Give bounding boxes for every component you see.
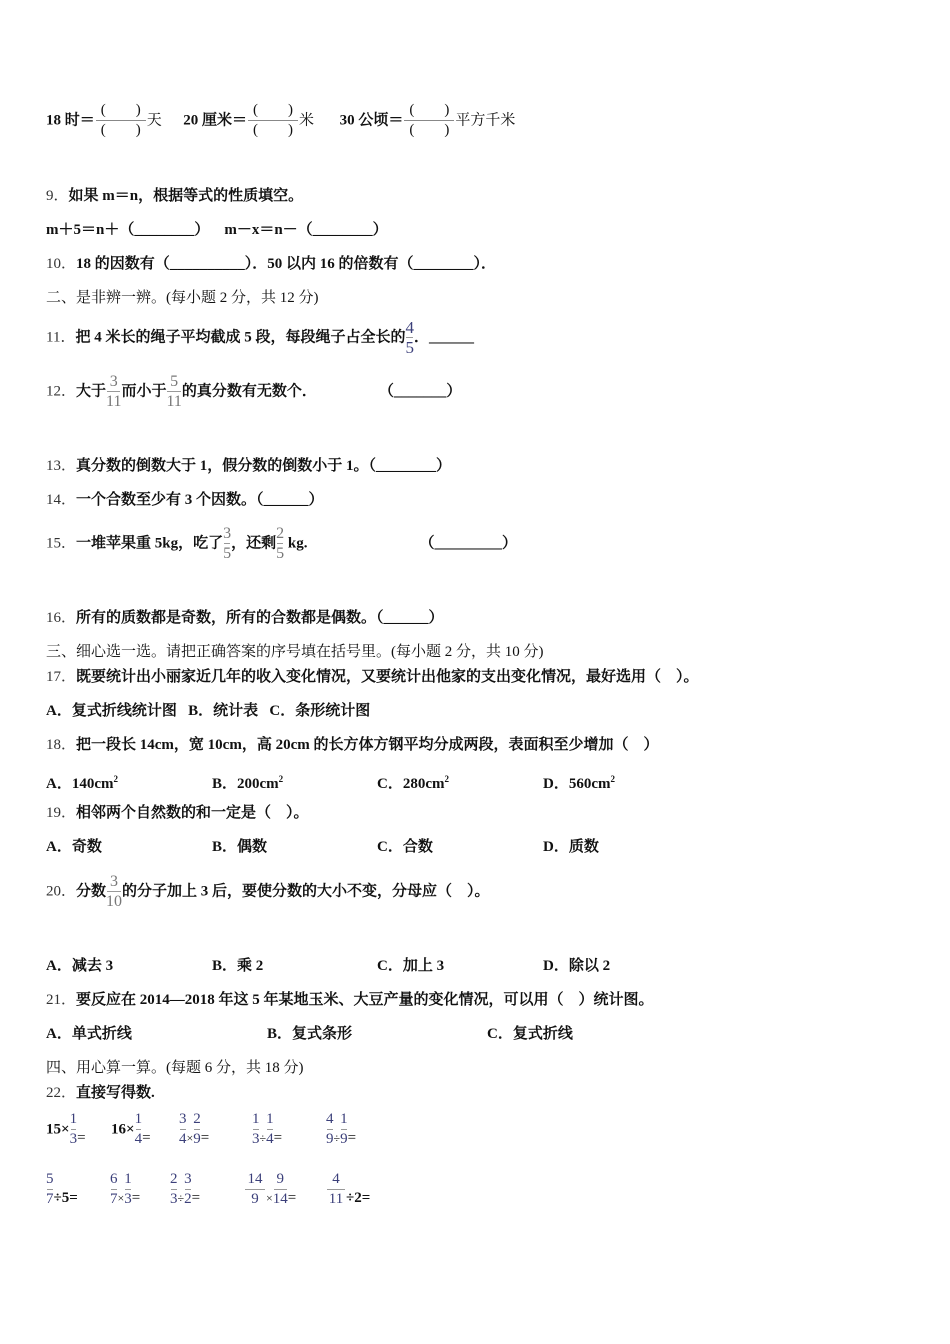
question-17: 17．既要统计出小丽家近几年的收入变化情况，又要统计出他家的支出变化情况，最好选用（ ）。 [46,669,699,685]
question-14[interactable]: 14．一个合数至少有 3 个因数。（______） [46,492,324,508]
option-a[interactable]: A．复式折线统计图 [46,703,177,719]
option-c[interactable]: C．合数 [377,839,433,855]
option-a[interactable]: A．单式折线 [46,1026,132,1042]
conversion-1-label: 18 时＝ [46,112,95,129]
option-d[interactable]: D．除以 2 [543,958,611,974]
conversion-3-fraction[interactable]: $\frac{( )}{( )}$ [403,101,455,140]
section-3-title: 三、细心选一选。请把正确答案的序号填在括号里。(每小题 2 分，共 10 分) [46,644,544,660]
question-9-blanks[interactable]: m＋5＝n＋（________） m－x＝n－（________） [46,222,388,238]
conversion-2-label: 20 厘米＝ [183,112,248,129]
calc-item[interactable]: $\frac{4}{11}$ ÷2= [328,1171,371,1207]
conversion-1-fraction[interactable]: $\frac{( )}{( )}$ [95,101,147,140]
option-a[interactable]: A．$140cm^2$ [46,774,118,792]
option-b[interactable]: B．统计表 [188,703,259,719]
fraction-3-10: $\frac{3}{10}$ [106,873,123,910]
option-d[interactable]: D．$560cm^2$ [543,774,615,792]
calc-item[interactable]: 16× $\frac{1}{4}$ = [111,1111,151,1147]
conversion-2-fraction[interactable]: $\frac{( )}{( )}$ [247,101,299,140]
option-c[interactable]: C．复式折线 [487,1026,573,1042]
question-16[interactable]: 16．所有的质数都是奇数，所有的合数都是偶数。（______） [46,610,444,626]
option-b[interactable]: B．乘 2 [212,958,264,974]
calc-item[interactable]: $\frac{6}{7}$ $_\times$ $\frac{1}{3}$ = [110,1171,141,1207]
option-d[interactable]: D．质数 [543,839,599,855]
option-b[interactable]: B．偶数 [212,839,268,855]
question-21: 21．要反应在 2014—2018 年这 5 年某地玉米、大豆产量的变化情况，可以用（ ）统计图。 [46,992,654,1008]
option-c[interactable]: C．加上 3 [377,958,445,974]
calc-item[interactable]: $\frac{14}{9}$ $_\times$ $\frac{9}{14}$ = [244,1170,296,1209]
fraction-3-11: $\frac{3}{11}$ [106,373,122,410]
question-22: 22．直接写得数. [46,1085,155,1101]
conversion-3-label: 30 公顷＝ [339,112,404,129]
fraction-2-5: $\frac{2}{5}$ [276,525,285,562]
question-19: 19．相邻两个自然数的和一定是（ ）。 [46,805,309,821]
section-2-title: 二、是非辨一辨。(每小题 2 分，共 12 分) [46,290,319,306]
option-c[interactable]: C．$280cm^2$ [377,774,449,792]
calc-item[interactable]: $\frac{2}{3}$ $_\div$ $\frac{3}{2}$ = [170,1171,201,1207]
calc-item[interactable]: 15× $\frac{1}{3}$ = [46,1111,86,1147]
option-b[interactable]: B．$200cm^2$ [212,774,284,792]
question-9: 9．如果 m＝n，根据等式的性质填空。 [46,188,304,204]
calc-item[interactable]: $\frac{5}{7}$ ÷5= [46,1171,78,1207]
question-12[interactable]: 12．大于 $\frac{3}{11}$ 而小于 $\frac{5}{11}$ 的真分数有无数个． （_______） [46,373,462,410]
fraction-4-5: $\frac{4}{5}$ [405,318,414,357]
calc-item[interactable]: $\frac{4}{9}$ $_\div$ $\frac{1}{9}$ = [326,1111,357,1147]
unit-conversion-row: 18 时＝ $\frac{( )}{( )}$ 天 20 厘米＝ $\frac{( )}{( )}$ 米 30 公顷＝ $\frac{( )}{( )}$ 平方千米 [46,102,516,138]
fraction-3-5: $\frac{3}{5}$ [223,525,232,562]
section-4-title: 四、用心算一算。(每题 6 分，共 18 分) [46,1060,304,1076]
question-11[interactable]: 11．把 4 米长的绳子平均截成 5 段，每段绳子占全长的 $\frac{4}{5}$ ．______ [46,318,474,357]
calc-item[interactable]: $\frac{1}{3}$ $_\div$ $\frac{1}{4}$ = [252,1111,283,1147]
question-18: 18．把一段长 14cm，宽 10cm，高 20cm 的长方体方钢平均分成两段，表面积至少增加（ ） [46,737,659,753]
option-b[interactable]: B．复式条形 [267,1026,353,1042]
question-17-options [46,701,370,721]
fraction-5-11: $\frac{5}{11}$ [166,373,182,410]
option-c[interactable]: C．条形统计图 [269,703,371,719]
question-10[interactable]: 10．18 的因数有（__________）．50 以内 16 的倍数有（________）． [46,256,497,272]
calc-item[interactable]: $\frac{3}{4}$ $_\times$ $\frac{2}{9}$ = [179,1111,210,1147]
option-a[interactable]: A．奇数 [46,839,102,855]
question-13[interactable]: 13．真分数的倒数大于 1，假分数的倒数小于 1。（________） [46,458,452,474]
question-20: 20．分数 $\frac{3}{10}$ 的分子加上 3 后，要使分数的大小不变，分母应（ ）。 [46,873,490,910]
question-15[interactable]: 15．一堆苹果重 5kg，吃了 $\frac{3}{5}$ ，还剩 $\frac{2}{5}$ kg. （_________） [46,525,517,562]
option-a[interactable]: A．减去 3 [46,958,114,974]
